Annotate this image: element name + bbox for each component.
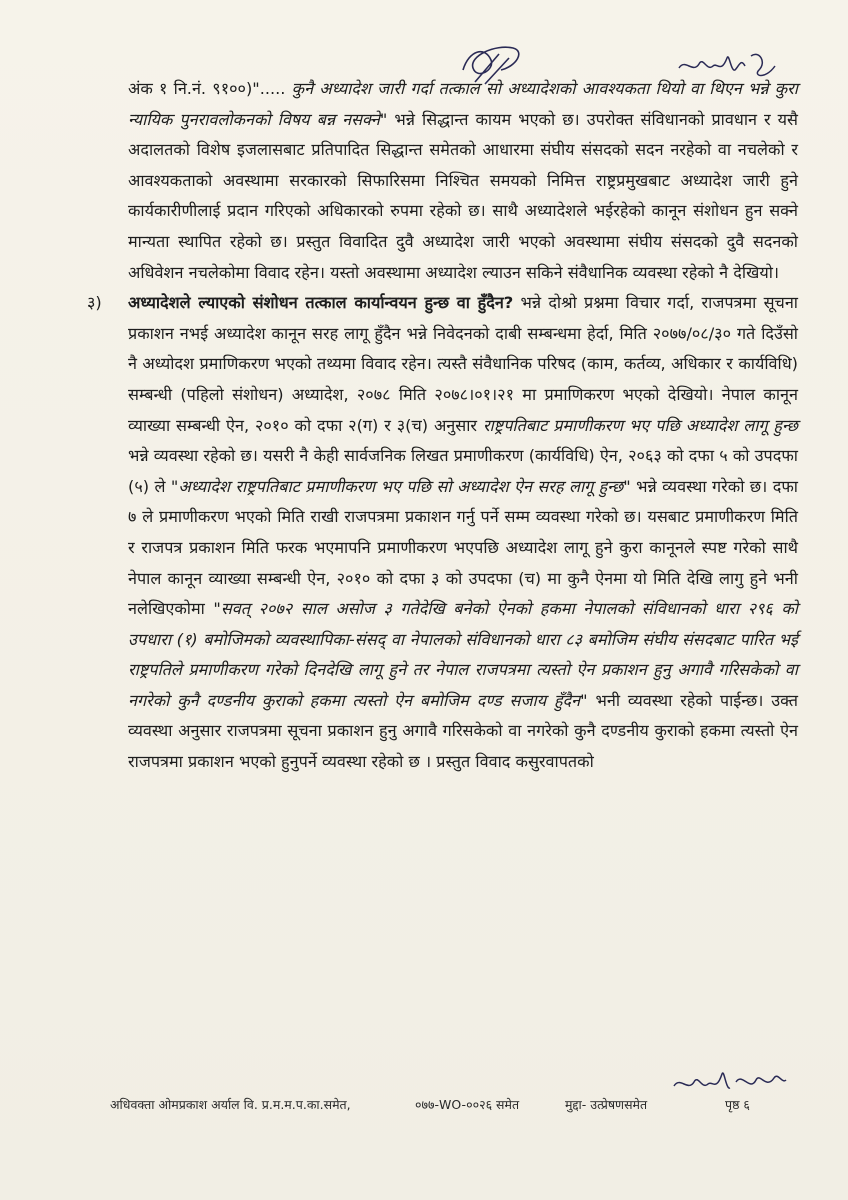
item-3-number: ३) (87, 293, 102, 313)
item-3-text-b: भन्ने व्यवस्था रहेको छ। यसरी नै केही सार्वजनिक लिखत प्रमाणीकरण (कार्यविधि) ऐन, २०६३ को दफा ५ को उपदफा (५) ले " (128, 446, 798, 496)
paragraph-1 (128, 74, 798, 288)
item-3-text-d: " भनी व्यवस्था रहेको पाईन्छ। उक्त व्यवस्था अनुसार राजपत्रमा सूचना प्रकाशन हुनु अगावै गरिसकेको वा नगरेको कुनै दण्डनीय कुराको हकमा त्यस्तो ऐन राजपत्रमा प्रकाशन भएको हुनुपर्ने व्यवस्था रहेको छ । प्रस्तुत विवाद कसुरवापतको (128, 690, 798, 772)
item-3 (87, 288, 799, 778)
item-3-text-a: भन्ने दोश्रो प्रश्नमा विचार गर्दा, राजपत्रमा सूचना प्रकाशन नभई अध्यादेश कानून सरह लागू हुँदैन भन्ने निवेदनको दाबी सम्बन्धमा हेर्दा, मिति २०७७/०८/३० गते दिउँसो नै अध्योदश प्रमाणिकरण भएको तथ्यमा विवाद रहेन। त्यस्तै संवैधानिक परिषद (काम, कर्तव्य, अधिकार र कार्यविधि) सम्बन्धी (पहिलो संशोधन) अध्यादेश, २०७८ मिति २०७८।०१।२१ मा प्रमाणिकरण भएको देखियो। नेपाल कानून व्याख्या सम्बन्धी ऐन, २०१० को दफा २(ग) र ३(च) अनुसार (128, 293, 798, 435)
item-3-quote-c: सवत् २०७२ साल असोज ३ गतेदेखि बनेको ऐनको हकमा नेपालको संविधानको धारा २९६ को उपधारा (१) बमोजिमको व्यवस्थापिका-संसद् वा नेपालको संविधानको धारा ८३ बमोजिम संघीय संसदबाट पारित भई राष्ट्रपतिले प्रमाणीकरण गरेको दिनदेखि लागू हुने तर नेपाल राजपत्रमा त्यस्तो ऐन प्रकाशन हुनु अगावै गरिसकेको वा नगरेको कुनै दण्डनीय कुराको हकमा त्यस्तो ऐन बमोजिम दण्ड सजाय हुँदैन (128, 599, 799, 710)
paragraph-1-rest: " भन्ने सिद्धान्त कायम भएको छ। उपरोक्त संविधानको प्रावधान र यसै अदालतको विशेष इजलासबाट प्रतिपादित सिद्धान्त समेतको आधारमा संघीय संसदको सदन नरहेको वा नचलेको र आवश्यकताको अवस्थामा सरकारको सिफारिसमा निश्चित समयको निमित्त राष्ट्रप्रमुखबाट अध्यादेश जारी हुने कार्यकारीणीलाई प्रदान गरिएको अधिकारको रुपमा रहेको छ। साथै अध्यादेशले भईरहेको कानून संशोधन हुन सक्ने मान्यता स्थापित रहेको छ। प्रस्तुत विवादित दुवै अध्यादेश जारी भएको अवस्थामा संघीय संसदको दुवै सदनको अधिवेशन नचलेकोमा विवाद रहेन। यस्तो अवस्थामा अध्यादेश ल्याउन सकिने संवैधानिक व्यवस्था रहेको नै देखियो। (128, 109, 799, 282)
footer-page-number: पृष्ठ ६ (725, 1097, 750, 1112)
paragraph-1-quote: कुनै अध्यादेश जारी गर्दा तत्काल सो अध्यादेशको आवश्यकता थियो वा थिएन भन्ने कुरा न्यायिक पुनरावलोकनको विषय बन्न नसक्ने (128, 79, 798, 129)
paragraph-1-prefix: अंक १ नि.नं. ९१००)"..... (128, 79, 292, 98)
footer-case-number: ०७७-WO-००२६ समेत (415, 1097, 520, 1112)
body-text (87, 74, 799, 778)
footer-advocate: अधिवक्ता ओमप्रकाश अर्याल वि. प्र.म.म.प.का.समेत, (110, 1097, 351, 1112)
item-3-quote-a: राष्ट्रपतिबाट प्रमाणीकरण भए पछि अध्यादेश लागू हुन्छ (482, 415, 799, 435)
item-3-question: अध्यादेशले ल्याएको संशोधन तत्काल कार्यान्वयन हुन्छ वा हुँदैन? (128, 293, 514, 313)
footer-subject: मुद्दा- उत्प्रेषणसमेत (565, 1097, 648, 1112)
item-3-quote-b: अध्यादेश राष्ट्रपतिबाट प्रमाणीकरण भए पछि सो अध्यादेश ऐन सरह लागू हुन्छ (178, 476, 624, 496)
item-3-text-c: " भन्ने व्यवस्था गरेको छ। दफा ७ ले प्रमाणीकरण भएको मिति राखी राजपत्रमा प्रकाशन गर्नु पर्ने सम्म व्यवस्था गरेको छ। यसबाट प्रमाणीकरण मिति र राजपत्र प्रकाशन मिति फरक भएमापनि प्रमाणीकरण भएपछि अध्यादेश लागू हुने कुरा कानूनले स्पष्ट गरेको साथै नेपाल कानून व्याख्या सम्बन्धी ऐन, २०१० को दफा ३ को उपदफा (च) मा कुनै ऐनमा यो मिति देखि लागु हुने भनी नलेखिएकोमा " (128, 476, 798, 619)
page-footer (110, 1096, 790, 1113)
